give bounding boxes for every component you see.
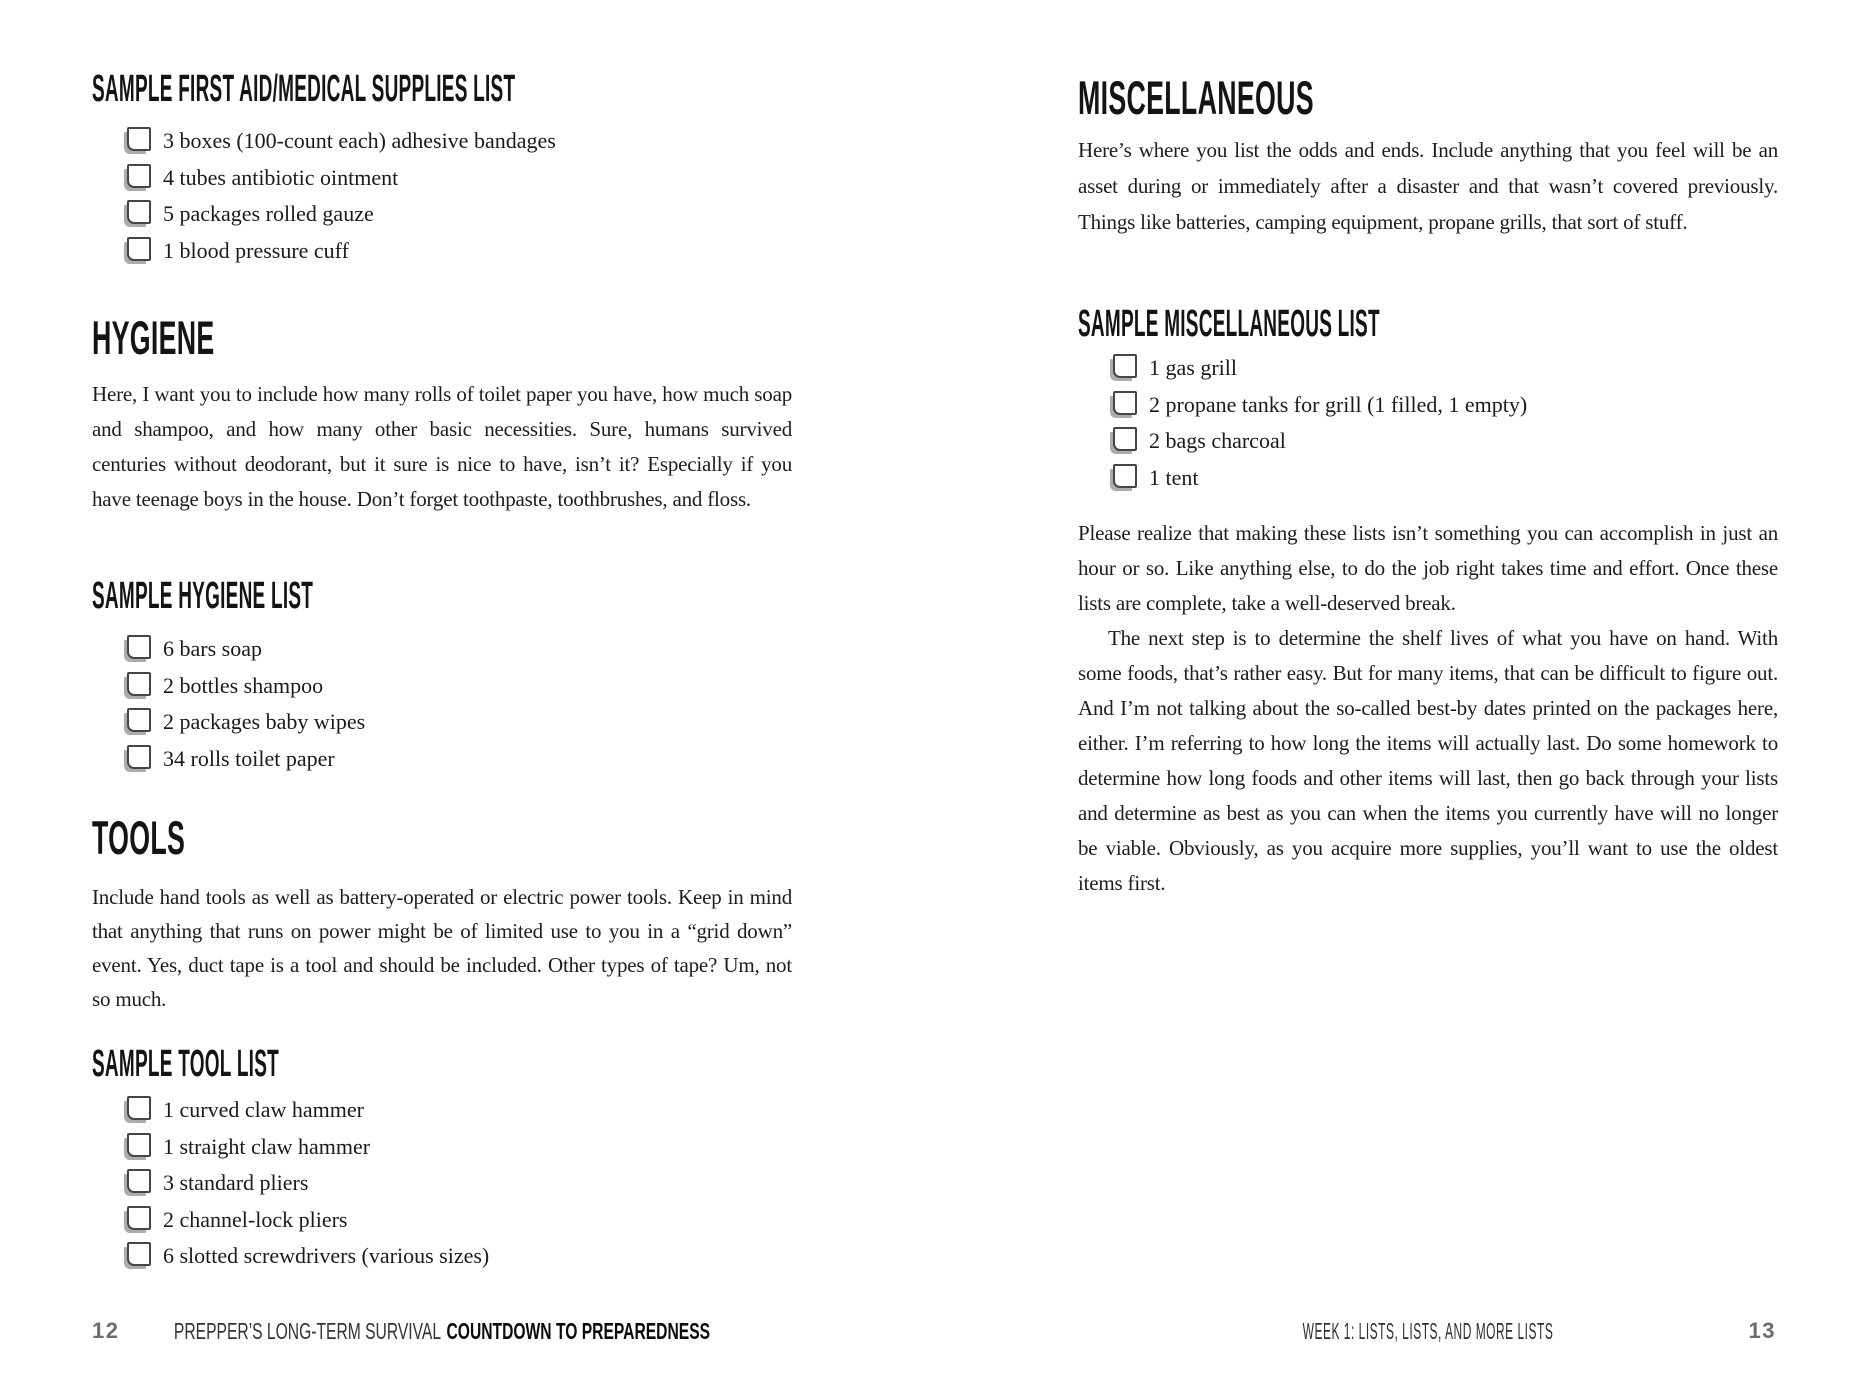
page-right	[1078, 0, 1778, 1396]
footer-right	[1078, 1320, 1778, 1344]
closing-paragraph-1: Please realize that making these lists isn’t something you can accomplish in just an hour or so. Like anything else, to do the job right takes time and effort. Once these lists are complete, take a well-deserved break.	[1078, 521, 1778, 615]
checklist-item: 3 boxes (100-count each) adhesive bandages	[127, 123, 556, 160]
first-aid-checklist	[92, 123, 556, 269]
checklist-item: 1 tent	[1113, 460, 1527, 497]
checklist-item: 6 slotted screwdrivers (various sizes)	[127, 1238, 489, 1275]
checkbox-icon	[127, 1169, 151, 1193]
checklist-item: 2 packages baby wipes	[127, 704, 365, 741]
book-title-main: COUNTDOWN TO PREPAREDNESS	[446, 1318, 711, 1344]
checkbox-icon	[127, 745, 151, 769]
checklist-item: 34 rolls toilet paper	[127, 741, 365, 778]
hygiene-checklist	[92, 631, 365, 777]
checklist-item: 1 curved claw hammer	[127, 1092, 489, 1129]
checklist-item: 2 channel-lock pliers	[127, 1202, 489, 1239]
checklist-item: 3 standard pliers	[127, 1165, 489, 1202]
checkbox-icon	[127, 200, 151, 224]
checkbox-icon	[127, 237, 151, 261]
page-number-left: 12	[92, 1318, 120, 1343]
checklist-item: 1 gas grill	[1113, 350, 1527, 387]
checkbox-icon	[1113, 464, 1137, 488]
checklist-item: 1 straight claw hammer	[127, 1129, 489, 1166]
checklist-item: 4 tubes antibiotic ointment	[127, 160, 556, 197]
checklist-item: 2 bottles shampoo	[127, 668, 365, 705]
checkbox-icon	[127, 708, 151, 732]
checkbox-icon	[127, 164, 151, 188]
miscellaneous-heading-text: MISCELLANEOUS	[1078, 71, 1314, 124]
checkbox-icon	[1113, 391, 1137, 415]
page-left	[92, 0, 792, 1396]
miscellaneous-list-heading	[1078, 305, 1682, 343]
checklist-item: 6 bars soap	[127, 631, 365, 668]
tool-list-heading	[92, 1045, 466, 1083]
checkbox-icon	[1113, 427, 1137, 451]
book-title	[48, 1320, 836, 1346]
miscellaneous-list-heading-text: SAMPLE MISCELLANEOUS LIST	[1078, 303, 1380, 345]
closing-paragraph-2: The next step is to determine the shelf lives of what you have on hand. With some foods, that’s rather easy. But for many items, that can be difficult to figure out. And I’m not talking about the so-called best-by dates printed on the packages here, either. I’m referring to how long the items will actually last. Do some homework to determine how long foods and other items will last, then go back through your lists and determine as best as you can when the items you currently have will no longer be viable. Obviously, as you acquire more supplies, you’ll want to use the oldest items first.	[1078, 626, 1778, 895]
tools-paragraph: Include hand tools as well as battery-operated or electric power tools. Keep in mind that anything that runs on power might be of limited use to you in a “grid down” event. Yes, duct tape is a tool and should be included. Other types of tape? Um, not so much.	[92, 885, 792, 1011]
checkbox-icon	[127, 672, 151, 696]
hygiene-list-heading	[92, 577, 534, 615]
tools-heading	[92, 811, 256, 864]
footer-left	[92, 1320, 792, 1344]
checkbox-icon	[127, 1096, 151, 1120]
chapter-title-text: WEEK 1: LISTS, LISTS, AND MORE LISTS	[1302, 1318, 1554, 1344]
chapter-title	[1187, 1320, 1669, 1346]
checkbox-icon	[127, 635, 151, 659]
hygiene-list-heading-text: SAMPLE HYGIENE LIST	[92, 575, 314, 617]
first-aid-list-heading-text: SAMPLE FIRST AID/MEDICAL SUPPLIES LIST	[92, 68, 516, 110]
checklist-item: 5 packages rolled gauze	[127, 196, 556, 233]
first-aid-list-heading	[92, 70, 939, 108]
checkbox-icon	[127, 127, 151, 151]
hygiene-heading-text: HYGIENE	[92, 311, 215, 364]
page-number-right: 13	[1748, 1318, 1776, 1343]
tools-heading-text: TOOLS	[92, 811, 186, 864]
checkbox-icon	[127, 1242, 151, 1266]
checklist-item: 2 propane tanks for grill (1 filled, 1 empty)	[1113, 387, 1527, 424]
hygiene-heading	[92, 311, 307, 364]
checklist-item: 1 blood pressure cuff	[127, 233, 556, 270]
checkbox-icon	[127, 1133, 151, 1157]
tool-checklist	[92, 1092, 489, 1275]
checkbox-icon	[127, 1206, 151, 1230]
hygiene-paragraph: Here, I want you to include how many rolls of toilet paper you have, how much soap and shampoo, and how many other basic necessities. Sure, humans survived centuries without deodorant, but it sure is nice to have, isn’t it? Especially if you have teenage boys in the house. Don’t forget toothpaste, toothbrushes, and floss.	[92, 382, 792, 511]
checklist-item: 2 bags charcoal	[1113, 423, 1527, 460]
miscellaneous-heading	[1078, 71, 1492, 124]
closing-paragraphs	[1078, 516, 1778, 901]
miscellaneous-paragraph: Here’s where you list the odds and ends. Include anything that you feel will be an asset during or immediately after a disaster and that wasn’t covered previously. Things like batteries, camping equipment, propane grills, that sort of stuff.	[1078, 138, 1778, 234]
miscellaneous-checklist	[1078, 350, 1527, 496]
checkbox-icon	[1113, 354, 1137, 378]
book-title-series: PREPPER’S LONG-TERM SURVIVAL	[173, 1318, 442, 1344]
tool-list-heading-text: SAMPLE TOOL LIST	[92, 1043, 279, 1085]
